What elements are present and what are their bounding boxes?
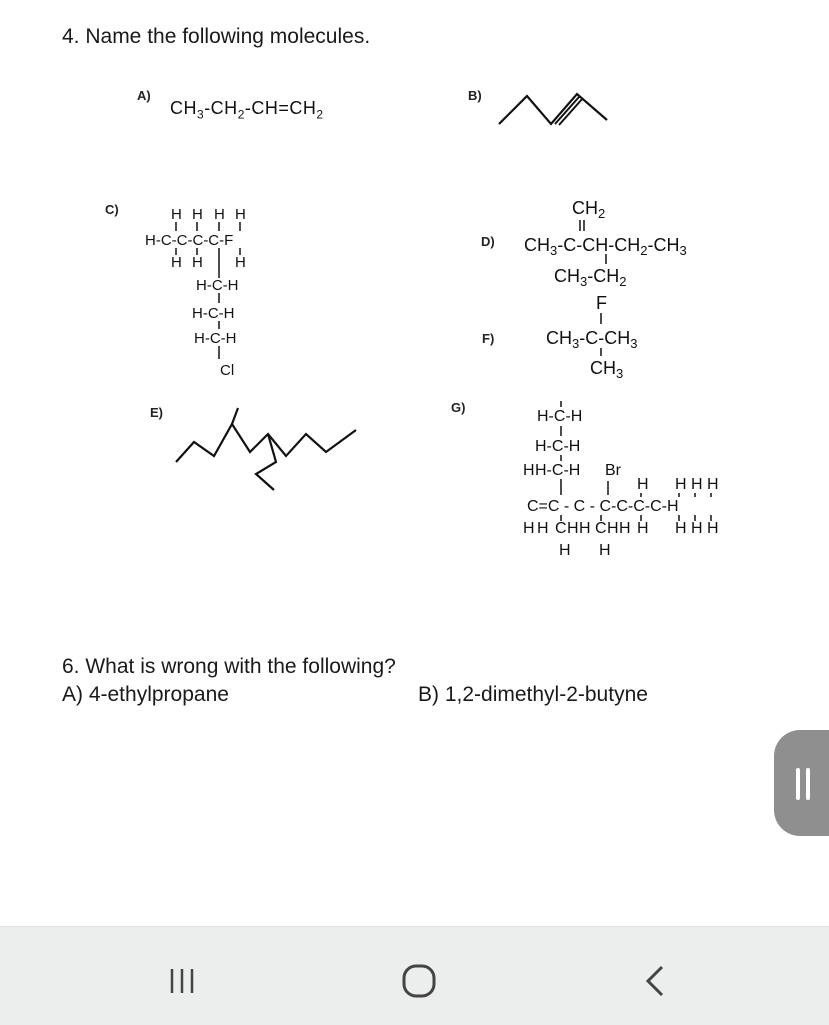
svg-text:H: H (523, 520, 535, 537)
svg-text:CH2: $CH_2$ (572, 198, 606, 221)
label-c: C) (105, 202, 119, 217)
label-d: D) (481, 234, 495, 249)
svg-text:CH3: $CH_3$ (590, 358, 624, 381)
svg-text:H: H (235, 254, 246, 271)
label-e: E) (150, 405, 163, 420)
molecule-d-structure (520, 194, 760, 292)
back-icon[interactable] (640, 963, 670, 999)
svg-text:H: H (171, 206, 182, 223)
question-6-part-a: A) 4-ethylpropane (62, 683, 229, 706)
question-6-title: 6. What is wrong with the following? (62, 655, 396, 678)
svg-text:H: H (537, 520, 549, 537)
label-a: A) (137, 88, 151, 103)
svg-text:H: H (192, 254, 203, 271)
svg-text:H: H (192, 206, 203, 223)
molecule-g-structure (515, 395, 765, 567)
question-6-part-b: B) 1,2-dimethyl-2-butyne (418, 683, 648, 706)
svg-text:H: H (171, 254, 182, 271)
svg-text:H: H (235, 206, 246, 223)
svg-text:H: H (637, 520, 649, 537)
svg-text:H-C-C-C-C-F: H-C-C-C-C-F (145, 232, 234, 249)
svg-text:H: H (579, 520, 591, 537)
recents-icon[interactable] (162, 965, 202, 995)
svg-text:H-C-H: H-C-H (535, 462, 581, 479)
svg-text:H-C-H: H-C-H (196, 277, 239, 294)
question-4-title: 4. Name the following molecules. (62, 25, 371, 48)
scroll-handle-grip-left (796, 768, 800, 800)
molecule-b-skeletal (495, 80, 615, 132)
svg-text:Br: Br (605, 462, 621, 479)
svg-text:H: H (619, 520, 631, 537)
svg-text:F: F (596, 293, 607, 313)
molecule-c-structure (140, 205, 300, 385)
label-f: F) (482, 331, 495, 346)
svg-text:H: H (637, 476, 649, 493)
svg-text:H-C-H: H-C-H (194, 330, 237, 347)
scroll-handle[interactable] (774, 730, 829, 836)
svg-text:H H H: H H H (675, 520, 719, 537)
svg-text:Cl: Cl (220, 362, 235, 379)
svg-text:CH3-CH2: $CH_3-CH_2$ (554, 266, 627, 289)
svg-text:H-C-H: H-C-H (535, 438, 581, 455)
scroll-handle-grip-right (806, 768, 810, 800)
svg-text:H: H (607, 520, 619, 537)
svg-text:H-C-H: H-C-H (192, 305, 235, 322)
svg-text:H-C-H: H-C-H (537, 408, 583, 425)
svg-text:H: H (214, 206, 225, 223)
home-icon[interactable] (396, 961, 442, 999)
svg-text:H: H (523, 462, 535, 479)
label-g: G) (451, 400, 466, 415)
molecule-f-structure (540, 292, 690, 382)
molecule-a-formula: $CH_3-CH_2-CH=CH_2$ (170, 98, 324, 122)
svg-text:C: C (555, 520, 567, 537)
svg-text:H: H (567, 520, 579, 537)
navigation-bar (0, 926, 829, 1025)
svg-text:H H H: H H H (675, 476, 719, 493)
svg-text:CH3-C-CH3: $CH_3-C-CH_3$ (546, 328, 638, 351)
svg-text:C: C (595, 520, 607, 537)
svg-text:H: H (599, 542, 611, 559)
svg-text:C=C - C - C-C-C-C-H: C=C - C - C-C-C-C-H (527, 498, 679, 515)
label-b: B) (468, 88, 482, 103)
svg-text:CH3-C-CH-CH2-CH3: $CH_3-C-CH-CH_2-CH_3$ (524, 235, 687, 258)
molecule-e-skeletal (170, 404, 370, 500)
svg-text:H: H (559, 542, 571, 559)
